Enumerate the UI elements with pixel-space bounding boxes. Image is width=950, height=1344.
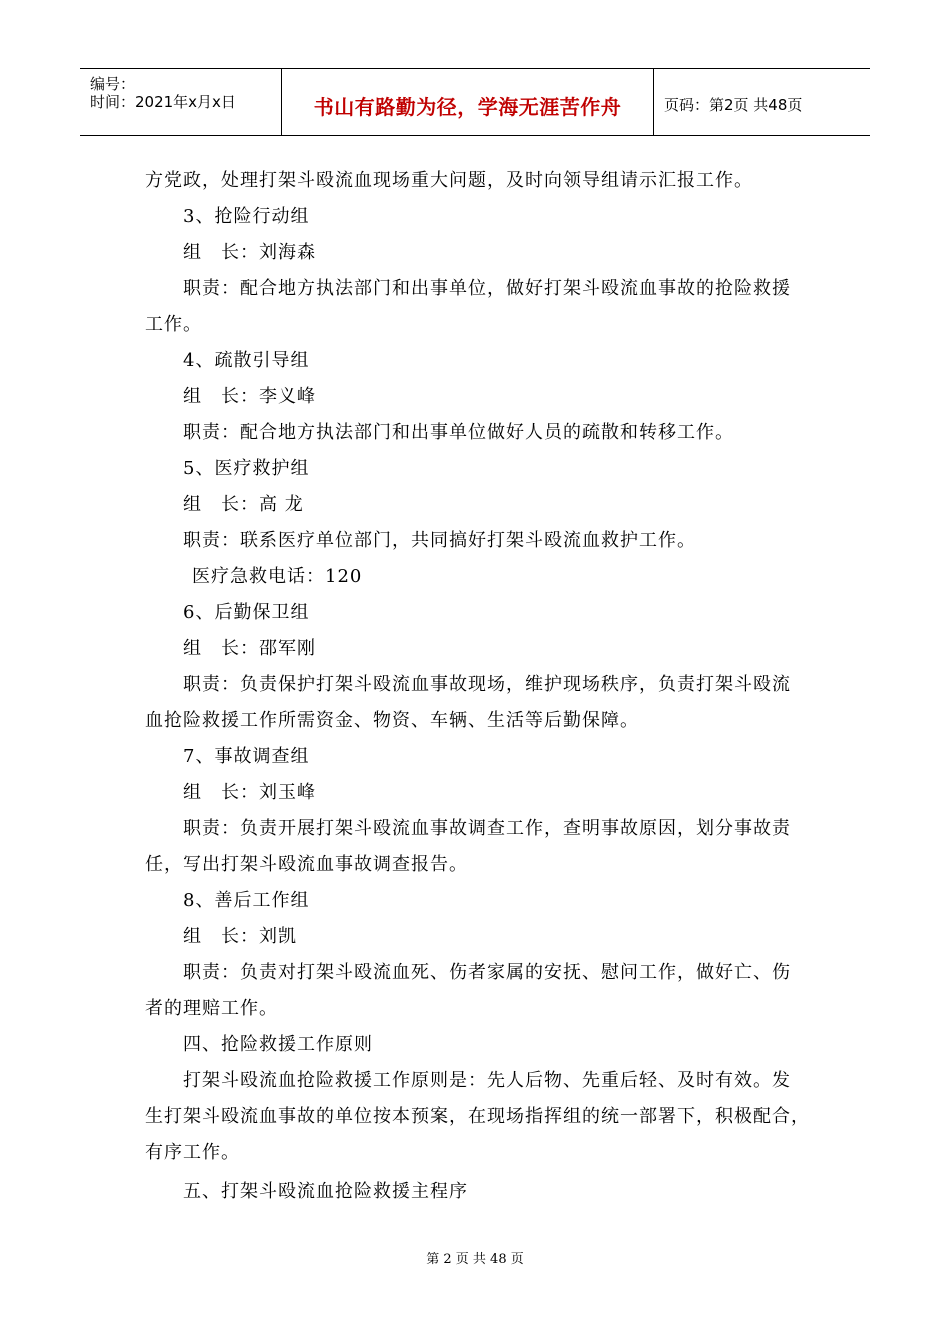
chapter-heading: 四、抢险救援工作原则 bbox=[183, 1034, 373, 1055]
body-line: 工作。 bbox=[145, 314, 202, 335]
header-page-indicator: 页码：第2页 共48页 bbox=[664, 96, 803, 114]
duty-line: 职责：配合地方执法部门和出事单位，做好打架斗殴流血事故的抢险救援 bbox=[183, 278, 791, 299]
body-line: 血抢险救援工作所需资金、物资、车辆、生活等后勤保障。 bbox=[145, 710, 639, 731]
section-heading: 8、善后工作组 bbox=[183, 890, 310, 911]
document-date-label: 时间：2021年x月x日 bbox=[90, 93, 236, 111]
group-leader-line: 组 长：李义峰 bbox=[183, 386, 316, 407]
page-footer: 第 2 页 共 48 页 bbox=[426, 1252, 524, 1267]
body-line: 者的理赔工作。 bbox=[145, 998, 278, 1019]
emergency-phone-line: 医疗急救电话：120 bbox=[192, 566, 363, 587]
group-leader-line: 组 长：邵军刚 bbox=[183, 638, 316, 659]
duty-line: 职责：联系医疗单位部门，共同搞好打架斗殴流血救护工作。 bbox=[183, 530, 696, 551]
duty-line: 职责：负责对打架斗殴流血死、伤者家属的安抚、慰问工作，做好亡、伤 bbox=[183, 962, 791, 983]
duty-line: 职责：配合地方执法部门和出事单位做好人员的疏散和转移工作。 bbox=[183, 422, 734, 443]
section-heading: 6、后勤保卫组 bbox=[183, 602, 310, 623]
body-line: 方党政，处理打架斗殴流血现场重大问题，及时向领导组请示汇报工作。 bbox=[145, 170, 753, 191]
body-line: 有序工作。 bbox=[145, 1142, 240, 1163]
group-leader-line: 组 长：高 龙 bbox=[183, 494, 304, 515]
header-middle-cell bbox=[282, 69, 654, 135]
section-heading: 4、疏散引导组 bbox=[183, 350, 310, 371]
body-line: 打架斗殴流血抢险救援工作原则是：先人后物、先重后轻、及时有效。发 bbox=[183, 1070, 791, 1091]
document-number-label: 编号： bbox=[90, 75, 136, 93]
group-leader-line: 组 长：刘海森 bbox=[183, 242, 316, 263]
section-heading: 3、抢险行动组 bbox=[183, 206, 310, 227]
section-heading: 7、事故调查组 bbox=[183, 746, 310, 767]
chapter-heading: 五、打架斗殴流血抢险救援主程序 bbox=[183, 1181, 468, 1202]
duty-line: 职责：负责开展打架斗殴流血事故调查工作，查明事故原因，划分事故责 bbox=[183, 818, 791, 839]
body-line: 任，写出打架斗殴流血事故调查报告。 bbox=[145, 854, 468, 875]
header-left-cell bbox=[80, 69, 282, 135]
duty-line: 职责：负责保护打架斗殴流血事故现场，维护现场秩序，负责打架斗殴流 bbox=[183, 674, 791, 695]
group-leader-line: 组 长：刘凯 bbox=[183, 926, 297, 947]
header-slogan: 书山有路勤为径，学海无涯苦作舟 bbox=[313, 95, 622, 119]
header-right-cell bbox=[654, 69, 870, 135]
page-header bbox=[80, 68, 870, 136]
body-line: 生打架斗殴流血事故的单位按本预案，在现场指挥组的统一部署下，积极配合， bbox=[145, 1106, 810, 1127]
section-heading: 5、医疗救护组 bbox=[183, 458, 310, 479]
group-leader-line: 组 长：刘玉峰 bbox=[183, 782, 316, 803]
